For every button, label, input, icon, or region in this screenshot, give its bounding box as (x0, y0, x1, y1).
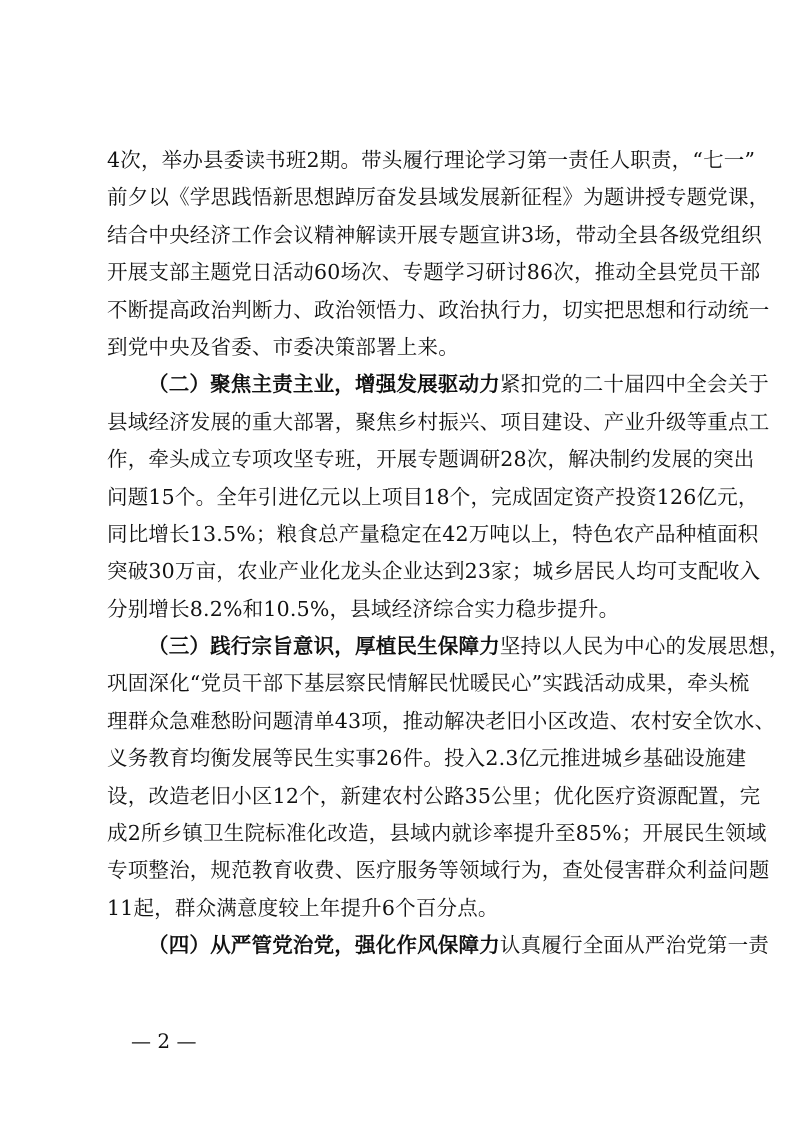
section-text: 紧扣党的二十届四中全会关于 (499, 372, 770, 397)
paragraph-line: 问题15个。全年引进亿元以上项目18个，完成固定资产投资126亿元， (107, 484, 759, 509)
paragraph-line: 突破30万亩，农业产业化龙头企业达到23家；城乡居民人均可支配收入 (107, 559, 761, 584)
paragraph-line: 不断提高政治判断力、政治领悟力、政治执行力，切实把思想和行动统一 (107, 297, 770, 322)
section-first-line (107, 927, 770, 964)
paragraph-line: 同比增长13.5%；粮食总产量稳定在42万吨以上，特色农产品种植面积 (107, 521, 759, 546)
paragraph-line: 理群众急难愁盼问题清单43项，推动解决老旧小区改造、农村安全饮水、 (107, 708, 776, 733)
paragraph-line: 县域经济发展的重大部署，聚焦乡村振兴、项目建设、产业升级等重点工 (107, 409, 770, 434)
paragraph-line: 义务教育均衡发展等民生实事26件。投入2.3亿元推进城乡基础设施建 (107, 746, 747, 771)
section-heading: （二）聚焦主责主业，增强发展驱动力 (148, 372, 500, 397)
paragraph-line: 到党中央及省委、市委决策部署上来。 (107, 334, 459, 359)
paragraph-line: 专项整治，规范教育收费、医疗服务等领域行为，查处侵害群众利益问题 (107, 858, 770, 883)
section-first-line (107, 366, 770, 403)
section-heading: （三）践行宗旨意识，厚植民生保障力 (148, 634, 500, 659)
paragraph-line: 设，改造老旧小区12个，新建农村公路35公里；优化医疗资源配置，完 (107, 783, 761, 808)
paragraph-line: 结合中央经济工作会议精神解读开展专题宣讲3场，带动全县各级党组织 (107, 222, 762, 247)
paragraph-line: 11起，群众满意度较上年提升6个百分点。 (107, 895, 499, 920)
section-text: 坚持以人民为中心的发展思想， (499, 634, 790, 659)
paragraph-line: 前夕以《学思践悟新思想踔厉奋发县域发展新征程》为题讲授专题党课， (107, 185, 770, 210)
paragraph-line: 分别增长8.2%和10.5%，县域经济综合实力稳步提升。 (107, 596, 620, 621)
paragraph-line: 开展支部主题党日活动60场次、专题学习研讨86次，推动全县党员干部 (107, 260, 761, 285)
body-text (107, 142, 790, 965)
paragraph-line: 作，牵头成立专项攻坚专班，开展专题调研28次，解决制约发展的突出 (107, 447, 755, 472)
section-heading: （四）从严管党治党，强化作风保障力 (148, 933, 500, 958)
paragraph-line: 成2所乡镇卫生院标准化改造，县域内就诊率提升至85%；开展民生领域 (107, 821, 767, 846)
section-first-line (107, 628, 790, 665)
page-number: — 2 — (131, 1029, 197, 1053)
section-text: 认真履行全面从严治党第一责 (499, 933, 770, 958)
paragraph-line: 巩固深化“党员干部下基层察民情解民忧暖民心”实践活动成果，牵头梳 (107, 671, 750, 696)
paragraph-line: 4次，举办县委读书班2期。带头履行理论学习第一责任人职责，“七一” (107, 148, 756, 172)
